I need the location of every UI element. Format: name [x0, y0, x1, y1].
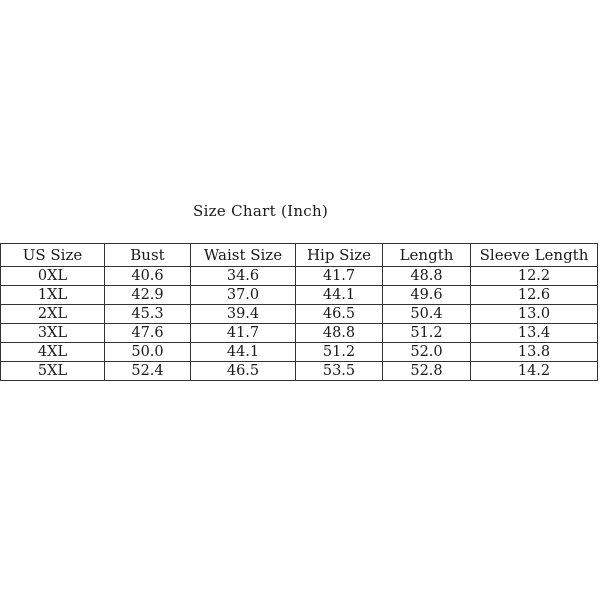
header-hip-size: Hip Size [296, 244, 383, 267]
cell-us-size: 0XL [1, 267, 105, 286]
table-row [1, 286, 598, 305]
table-row [1, 305, 598, 324]
header-bust: Bust [105, 244, 191, 267]
cell-us-size: 1XL [1, 286, 105, 305]
header-us-size: US Size [1, 244, 105, 267]
cell-sleeve-length: 13.0 [471, 305, 598, 324]
cell-us-size: 5XL [1, 362, 105, 381]
cell-sleeve-length: 12.6 [471, 286, 598, 305]
cell-length: 52.0 [383, 343, 471, 362]
cell-sleeve-length: 14.2 [471, 362, 598, 381]
header-length: Length [383, 244, 471, 267]
cell-length: 49.6 [383, 286, 471, 305]
cell-hip-size: 41.7 [296, 267, 383, 286]
cell-length: 48.8 [383, 267, 471, 286]
cell-length: 51.2 [383, 324, 471, 343]
cell-hip-size: 44.1 [296, 286, 383, 305]
cell-bust: 42.9 [105, 286, 191, 305]
cell-hip-size: 53.5 [296, 362, 383, 381]
cell-us-size: 3XL [1, 324, 105, 343]
cell-sleeve-length: 13.4 [471, 324, 598, 343]
cell-waist-size: 46.5 [191, 362, 296, 381]
cell-hip-size: 46.5 [296, 305, 383, 324]
cell-waist-size: 41.7 [191, 324, 296, 343]
table-row [1, 362, 598, 381]
cell-waist-size: 34.6 [191, 267, 296, 286]
table-row [1, 343, 598, 362]
cell-waist-size: 44.1 [191, 343, 296, 362]
cell-waist-size: 37.0 [191, 286, 296, 305]
header-waist-size: Waist Size [191, 244, 296, 267]
table-header-row [1, 244, 598, 267]
header-sleeve-length: Sleeve Length [471, 244, 598, 267]
size-chart-title: Size Chart (Inch) [193, 202, 329, 220]
cell-us-size: 4XL [1, 343, 105, 362]
cell-bust: 40.6 [105, 267, 191, 286]
cell-us-size: 2XL [1, 305, 105, 324]
cell-length: 52.8 [383, 362, 471, 381]
cell-length: 50.4 [383, 305, 471, 324]
cell-bust: 52.4 [105, 362, 191, 381]
cell-sleeve-length: 13.8 [471, 343, 598, 362]
cell-bust: 45.3 [105, 305, 191, 324]
cell-bust: 47.6 [105, 324, 191, 343]
cell-hip-size: 51.2 [296, 343, 383, 362]
cell-hip-size: 48.8 [296, 324, 383, 343]
size-chart-table [0, 243, 598, 381]
cell-sleeve-length: 12.2 [471, 267, 598, 286]
cell-waist-size: 39.4 [191, 305, 296, 324]
cell-bust: 50.0 [105, 343, 191, 362]
table-row [1, 267, 598, 286]
table-row [1, 324, 598, 343]
